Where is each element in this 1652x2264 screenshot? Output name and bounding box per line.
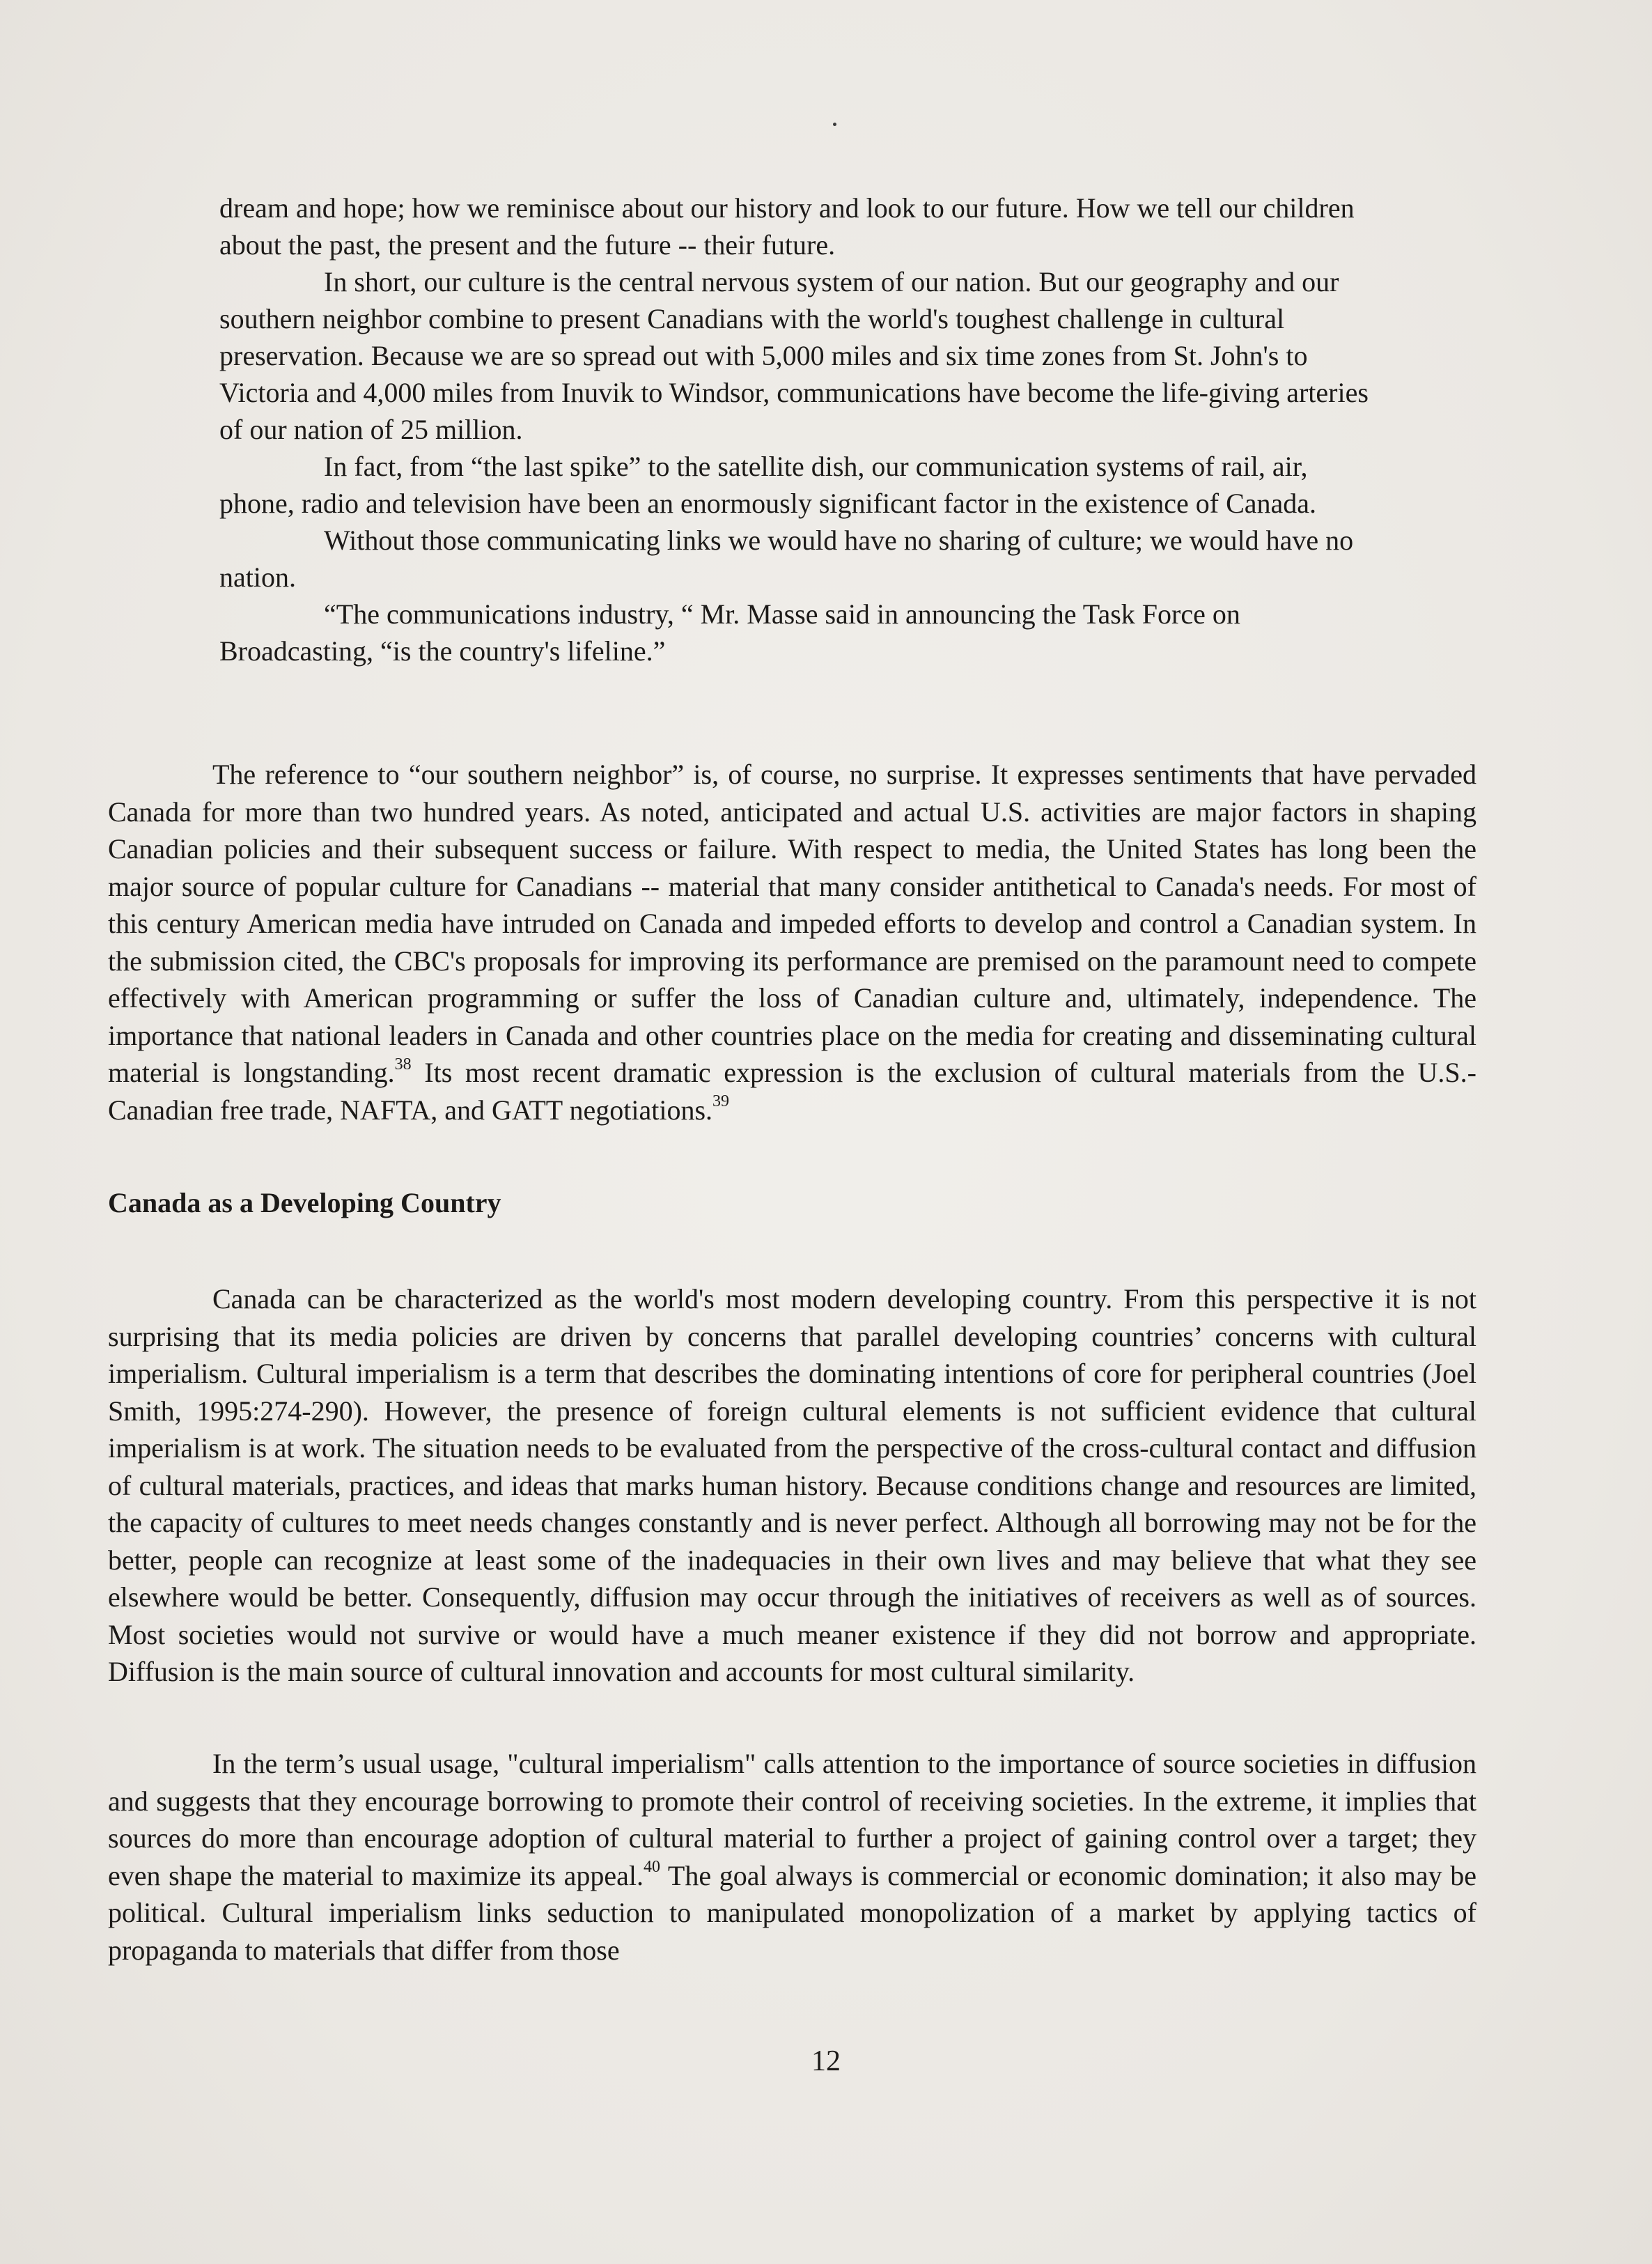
body-paragraph-3 (108, 1745, 1476, 1969)
quote-paragraph-4: Without those communicating links we would have no sharing of culture; we would have no nation. (219, 525, 1354, 593)
paragraph-3-text-a: In the term’s usual usage, "cultural imperialism" calls attention to the importance of source societies in diffusion and suggests that they encourage borrowing to promote their control of receiving societies. In the extreme, it implies that sources do more than encourage adoption of cultural material to further a project of gaining control over a target; they even shape the material to maximize its appeal. (108, 1748, 1476, 1891)
footnote-ref-40: 40 (643, 1858, 660, 1877)
quote-paragraph-5: “The communications industry, “ Mr. Masse said in announcing the Task Force on Broadcasting, “is the country's lifeline.” (219, 598, 1240, 667)
paragraph-1-text-a: The reference to “our southern neighbor” is, of course, no surprise. It expresses sentiments that have pervaded Canada for more than two hundred years. As noted, anticipated and actual U.S. activities are major factors in shaping Canadian policies and their subsequent success or failure. With respect to media, the United States has long been the major source of popular culture for Canadians -- material that many consider antithetical to Canada's needs. For most of this century American media have intruded on Canada and impeded efforts to develop and control a Canadian system. In the submission cited, the CBC's proposals for improving its performance are premised on the paramount need to compete effectively with American programming or suffer the loss of Canadian culture and, ultimately, independence. The importance that national leaders in Canada and other countries place on the media for creating and disseminating cultural material is longstanding. (108, 759, 1476, 1088)
paragraph-3-text-b: The goal always is commercial or economic domination; it also may be political. Cultural imperialism links seduction to manipulated monopolization of a market by applying tactics of propaganda to materials that differ from those (108, 1859, 1476, 1966)
page-number: 12 (811, 2045, 841, 2077)
section-heading: Canada as a Developing Country (108, 1187, 501, 1218)
footnote-ref-38: 38 (394, 1055, 412, 1073)
footnote-ref-39: 39 (712, 1092, 730, 1111)
body-paragraph-3-text (108, 1745, 1476, 1969)
body-paragraph-2-text: Canada can be characterized as the world's most modern developing country. From this perspective it is not surprising that its media policies are driven by concerns that parallel developing countries’ concerns with cultural imperialism. Cultural imperialism is a term that describes the dominating intentions of core for peripheral countries (Joel Smith, 1995:274-290). However, the presence of foreign cultural elements is not sufficient evidence that cultural imperialism is at work. The situation needs to be evaluated from the perspective of the cross-cultural contact and diffusion of cultural materials, practices, and ideas that marks human history. Because conditions change and resources are limited, the capacity of cultures to meet needs changes constantly and is never perfect. Although all borrowing may not be for the better, people can recognize at least some of the inadequacies in their own lives and may believe that what they see elsewhere would be better. Consequently, diffusion may occur through the initiatives of receivers as well as of sources. Most societies would not survive or would have a much meaner existence if they did not borrow and appropriate. Diffusion is the main source of cultural innovation and accounts for most cultural similarity. (108, 1283, 1476, 1687)
quote-paragraph-1: dream and hope; how we reminisce about our history and look to our future. How we tell our children about the past, the present and the future -- their future. (219, 192, 1355, 261)
body-paragraph-2 (108, 1280, 1476, 1691)
body-paragraph-1-text (108, 756, 1476, 1129)
quote-paragraph-2: In short, our culture is the central nervous system of our nation. But our geography and our southern neighbor combine to present Canadians with the world's toughest challenge in cultural preservation. Because we are so spread out with 5,000 miles and six time zones from St. John's to Victoria and 4,000 miles from Inuvik to Windsor, communications have become the life-giving arteries of our nation of 25 million. (219, 266, 1369, 445)
body-paragraph-1 (108, 756, 1476, 1129)
quote-paragraph-3: In fact, from “the last spike” to the satellite dish, our communication systems of rail, air, phone, radio and television have been an enormously significant factor in the existence of Canada. (219, 451, 1317, 519)
paragraph-1-text-b: Its most recent dramatic expression is the exclusion of cultural materials from the U.S.-Canadian free trade, NAFTA, and GATT negotiations. (108, 1057, 1476, 1126)
scan-speck (833, 123, 836, 126)
block-quote (219, 189, 1376, 669)
